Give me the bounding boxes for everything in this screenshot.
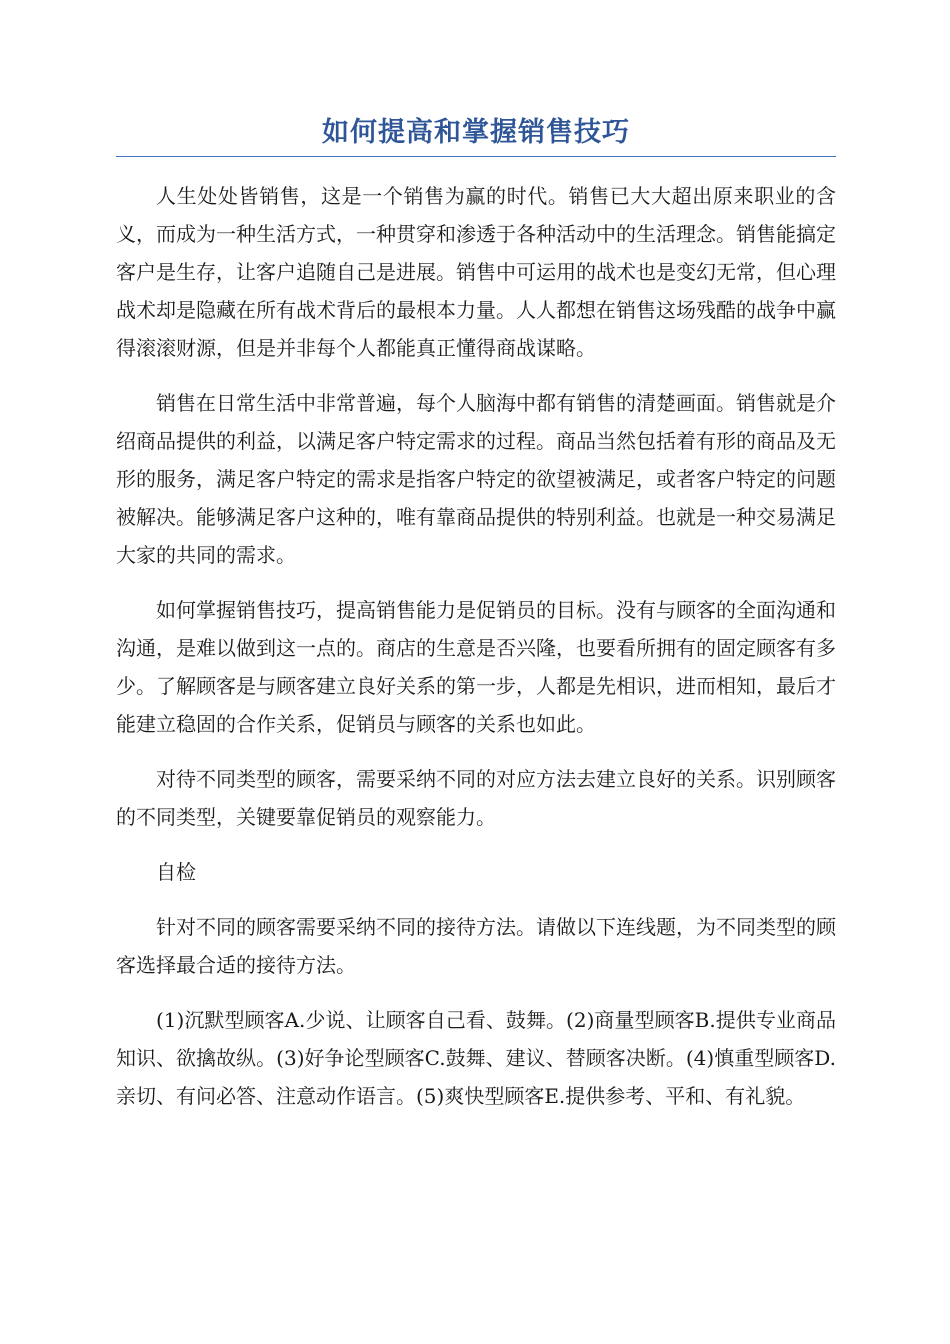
document-title: 如何提高和掌握销售技巧 [322, 117, 630, 148]
paragraph-customer-types: 对待不同类型的顾客，需要采纳不同的对应方法去建立良好的关系。识别顾客的不同类型，关键要靠促销员的观察能力。 [116, 767, 836, 829]
title-underline [116, 156, 836, 157]
paragraph-self-check-instructions: 针对不同的顾客需要采纳不同的接待方法。请做以下连线题，为不同类型的顾客选择最合适的接待方法。 [116, 915, 836, 977]
paragraph-self-check-heading: 自检 [156, 860, 196, 884]
paragraph-sales-definition: 销售在日常生活中非常普遍，每个人脑海中都有销售的清楚画面。销售就是介绍商品提供的利益，以满足客户特定需求的过程。商品当然包括着有形的商品及无形的服务，满足客户特定的需求是指客户特定的欲望被满足，或者客户特定的问题被解决。能够满足客户这种的，唯有靠商品提供的特别利益。也就是一种交易满足大家的共同的需求。 [116, 391, 836, 567]
document-page [116, 110, 836, 1132]
paragraph-matching-exercise: (1)沉默型顾客A.少说、让顾客自己看、鼓舞。(2)商量型顾客B.提供专业商品知识、欲擒故纵。(3)好争论型顾客C.鼓舞、建议、替顾客决断。(4)慎重型顾客D.亲切、有问必答、注意动作语言。(5)爽快型顾客E.提供参考、平和、有礼貌。 [116, 1008, 836, 1108]
paragraph-sales-skills: 如何掌握销售技巧，提高销售能力是促销员的目标。没有与顾客的全面沟通和沟通，是难以做到这一点的。商店的生意是否兴隆，也要看所拥有的固定顾客有多少。了解顾客是与顾客建立良好关系的第一步，人都是先相识，进而相知，最后才能建立稳固的合作关系，促销员与顾客的关系也如此。 [116, 598, 836, 736]
document-body [116, 177, 836, 1115]
paragraph-intro: 人生处处皆销售，这是一个销售为赢的时代。销售已大大超出原来职业的含义，而成为一种生活方式，一种贯穿和渗透于各种活动中的生活理念。销售能搞定客户是生存，让客户追随自己是进展。销售中可运用的战术也是变幻无常，但心理战术却是隐藏在所有战术背后的最根本力量。人人都想在销售这场残酷的战争中赢得滚滚财源，但是并非每个人都能真正懂得商战谋略。 [116, 184, 836, 360]
